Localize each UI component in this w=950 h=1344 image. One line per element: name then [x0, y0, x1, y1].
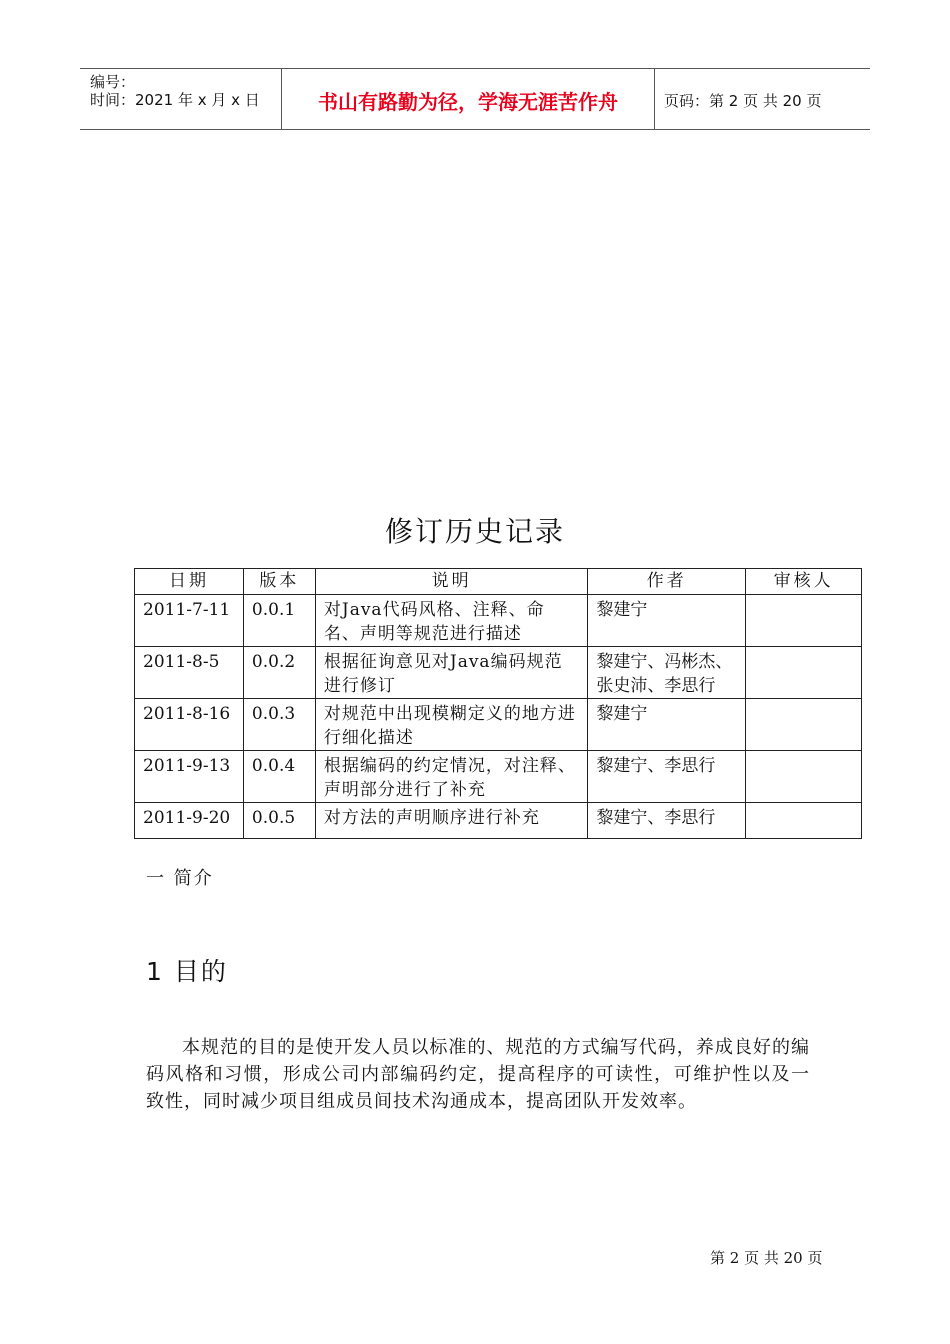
- table-row: [135, 699, 862, 751]
- table-row: [135, 751, 862, 803]
- header-number-label: 编号：: [90, 73, 136, 91]
- header-page-number: 页码：第 2 页 共 20 页: [664, 92, 822, 110]
- cell-version: 0.0.3: [243, 699, 315, 751]
- page-footer: 第 2 页 共 20 页: [710, 1249, 823, 1267]
- cell-version: 0.0.2: [243, 647, 315, 699]
- header-version: 版本: [243, 569, 315, 595]
- cell-date: 2011-9-13: [135, 751, 244, 803]
- revision-history-table: [134, 568, 862, 839]
- header-description: 说明: [315, 569, 588, 595]
- cell-reviewer: [746, 751, 862, 803]
- header-reviewer: 审核人: [746, 569, 862, 595]
- cell-reviewer: [746, 803, 862, 839]
- cell-author: 黎建宁、冯彬杰、张史沛、李思行: [588, 647, 746, 699]
- cell-author: 黎建宁: [588, 595, 746, 647]
- cell-author: 黎建宁: [588, 699, 746, 751]
- table-row: [135, 595, 862, 647]
- header-author: 作者: [588, 569, 746, 595]
- cell-version: 0.0.1: [243, 595, 315, 647]
- intro-heading: 一 简介: [146, 868, 214, 889]
- cell-reviewer: [746, 647, 862, 699]
- cell-version: 0.0.4: [243, 751, 315, 803]
- cell-description: 根据征询意见对Java编码规范进行修订: [315, 647, 588, 699]
- cell-author: 黎建宁、李思行: [588, 751, 746, 803]
- doc-title: 修订历史记录: [384, 515, 565, 548]
- header-date: 日期: [135, 569, 244, 595]
- table-header-row: [135, 569, 862, 595]
- cell-description: 对规范中出现模糊定义的地方进行细化描述: [315, 699, 588, 751]
- header-page-cell: [655, 69, 870, 129]
- page-header: [80, 68, 870, 130]
- header-time: 时间：2021 年 x 月 x 日: [90, 91, 260, 109]
- cell-date: 2011-8-16: [135, 699, 244, 751]
- cell-description: 对方法的声明顺序进行补充: [315, 803, 588, 839]
- cell-author: 黎建宁、李思行: [588, 803, 746, 839]
- table-row: [135, 803, 862, 839]
- cell-reviewer: [746, 699, 862, 751]
- cell-description: 对Java代码风格、注释、命名、声明等规范进行描述: [315, 595, 588, 647]
- header-motto-cell: [282, 69, 655, 129]
- cell-date: 2011-9-20: [135, 803, 244, 839]
- cell-date: 2011-8-5: [135, 647, 244, 699]
- header-meta-cell: [80, 69, 282, 129]
- purpose-paragraph: 本规范的目的是使开发人员以标准的、规范的方式编写代码，养成良好的编码风格和习惯，形成公司内部编码约定，提高程序的可读性，可维护性以及一致性，同时减少项目组成员间技术沟通成本，提高团队开发效率。: [146, 1037, 810, 1112]
- cell-version: 0.0.5: [243, 803, 315, 839]
- section-heading-purpose: 1 目的: [146, 957, 228, 986]
- cell-description: 根据编码的约定情况，对注释、声明部分进行了补充: [315, 751, 588, 803]
- table-row: [135, 647, 862, 699]
- cell-date: 2011-7-11: [135, 595, 244, 647]
- cell-reviewer: [746, 595, 862, 647]
- header-motto: 书山有路勤为径，学海无涯苦作舟: [318, 90, 618, 114]
